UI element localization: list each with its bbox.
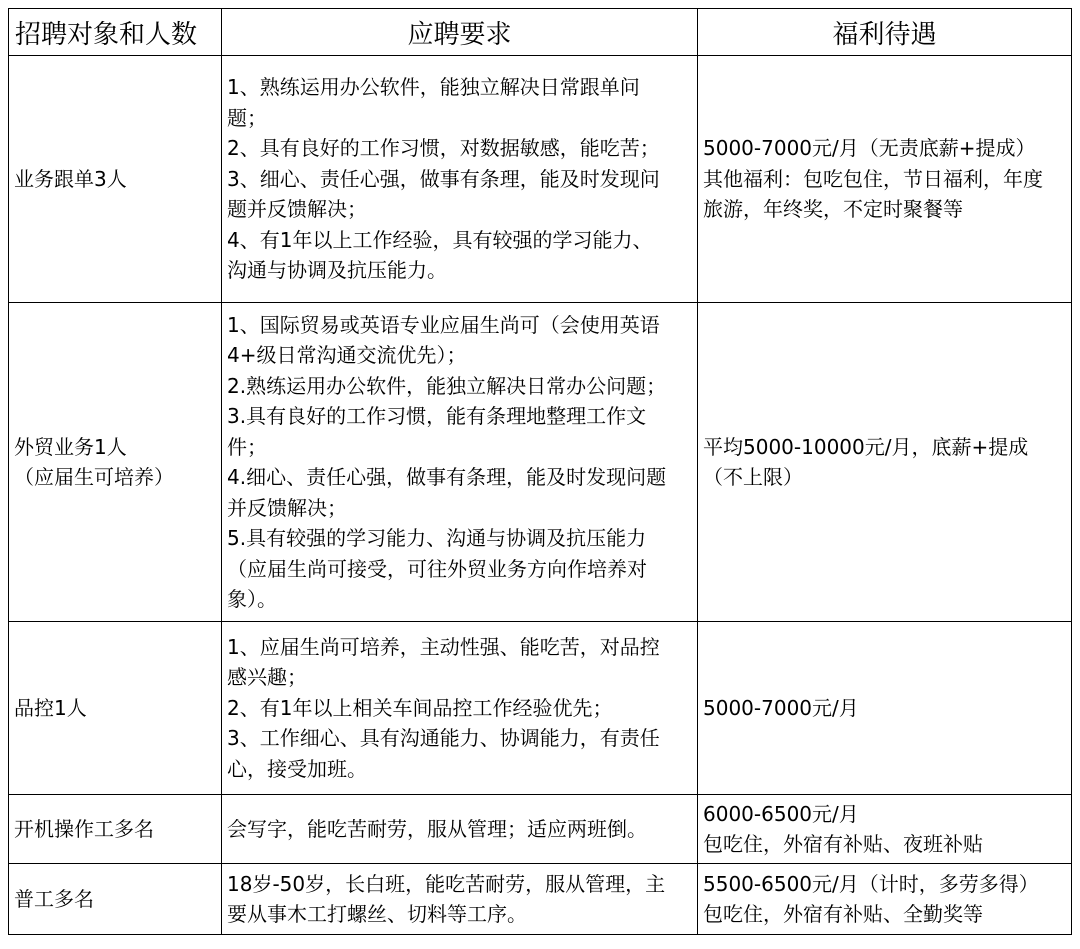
benefit-line: （不上限） <box>703 465 803 489</box>
position-cell <box>9 56 222 303</box>
requirement-line: 沟通与协调及抗压能力。 <box>227 258 447 283</box>
header-row <box>9 9 1072 56</box>
position-cell <box>9 303 222 622</box>
requirement-line: 2、有1年以上相关车间品控工作经验优先； <box>227 695 613 720</box>
requirement-line: 2.熟练运用办公软件，能独立解决日常办公问题； <box>227 373 667 398</box>
position-cell <box>9 864 222 935</box>
requirement-line: 并反馈解决； <box>227 495 347 520</box>
requirement-line: 1、国际贸易或英语专业应届生尚可（会使用英语 <box>227 312 660 337</box>
benefit-line: 5000-7000元/月（无责底薪+提成） <box>703 136 1036 161</box>
table-row <box>9 56 1072 303</box>
benefits-cell <box>698 303 1072 622</box>
requirements-cell <box>222 795 698 864</box>
table-row <box>9 622 1072 795</box>
position-line: 普工多名 <box>14 886 94 911</box>
requirement-line: 感兴趣； <box>227 665 307 690</box>
requirement-line: 1、应届生尚可培养，主动性强、能吃苦，对品控 <box>227 634 660 659</box>
table-row <box>9 303 1072 622</box>
requirement-line: 会写字，能吃苦耐劳，服从管理；适应两班倒。 <box>227 816 647 841</box>
benefit-line: 包吃住，外宿有补贴、全勤奖等 <box>703 902 983 926</box>
requirement-line: 4、有1年以上工作经验，具有较强的学习能力、 <box>227 227 653 252</box>
requirement-line: 4+级日常沟通交流优先）； <box>227 343 467 367</box>
requirements-cell <box>222 622 698 795</box>
benefit-line: 包吃住，外宿有补贴、夜班补贴 <box>703 832 983 856</box>
table-row <box>9 864 1072 935</box>
recruitment-table <box>8 8 1072 935</box>
header-position: 招聘对象和人数 <box>9 9 222 56</box>
benefit-line: 5500-6500元/月（计时，多劳多得） <box>703 871 1039 896</box>
position-cell <box>9 622 222 795</box>
requirement-line: 4.细心、责任心强，做事有条理，能及时发现问题 <box>227 465 667 489</box>
requirement-line: 2、具有良好的工作习惯，对数据敏感，能吃苦； <box>227 136 660 161</box>
benefits-cell <box>698 622 1072 795</box>
requirement-line: （应届生尚可接受，可往外贸业务方向作培养对 <box>227 556 647 581</box>
position-line: 开机操作工多名 <box>14 816 154 841</box>
header-requirements: 应聘要求 <box>222 9 698 56</box>
requirements-cell <box>222 864 698 935</box>
requirement-line: 题； <box>227 105 267 130</box>
benefit-line: 平均5000-10000元/月，底薪+提成 <box>703 434 1029 459</box>
requirements-cell <box>222 56 698 303</box>
benefit-line: 5000-7000元/月 <box>703 695 859 720</box>
requirement-line: 件； <box>227 434 267 459</box>
requirement-line: 5.具有较强的学习能力、沟通与协调及抗压能力 <box>227 526 647 550</box>
benefit-line: 旅游，年终奖，不定时聚餐等 <box>703 197 963 222</box>
position-line: 品控1人 <box>14 695 87 720</box>
position-line: （应届生可培养） <box>14 465 174 489</box>
table-row <box>9 795 1072 864</box>
position-line: 业务跟单3人 <box>14 166 127 191</box>
header-benefits: 福利待遇 <box>698 9 1072 56</box>
benefit-line: 6000-6500元/月 <box>703 801 859 826</box>
requirement-line: 3.具有良好的工作习惯，能有条理地整理工作文 <box>227 404 647 428</box>
requirement-line: 心，接受加班。 <box>227 756 367 781</box>
requirements-cell <box>222 303 698 622</box>
requirement-line: 要从事木工打螺丝、切料等工序。 <box>227 902 527 926</box>
requirement-line: 18岁-50岁，长白班，能吃苦耐劳，服从管理，主 <box>227 871 666 896</box>
requirement-line: 象）。 <box>227 587 277 611</box>
requirement-line: 1、熟练运用办公软件，能独立解决日常跟单问 <box>227 75 640 100</box>
benefits-cell <box>698 795 1072 864</box>
benefit-line: 其他福利：包吃包住，节日福利，年度 <box>703 166 1043 191</box>
position-line: 外贸业务1人 <box>14 434 127 459</box>
benefits-cell <box>698 864 1072 935</box>
requirement-line: 3、细心、责任心强，做事有条理，能及时发现问 <box>227 166 660 191</box>
benefits-cell <box>698 56 1072 303</box>
position-cell <box>9 795 222 864</box>
requirement-line: 题并反馈解决； <box>227 197 367 222</box>
requirement-line: 3、工作细心、具有沟通能力、协调能力，有责任 <box>227 726 660 751</box>
